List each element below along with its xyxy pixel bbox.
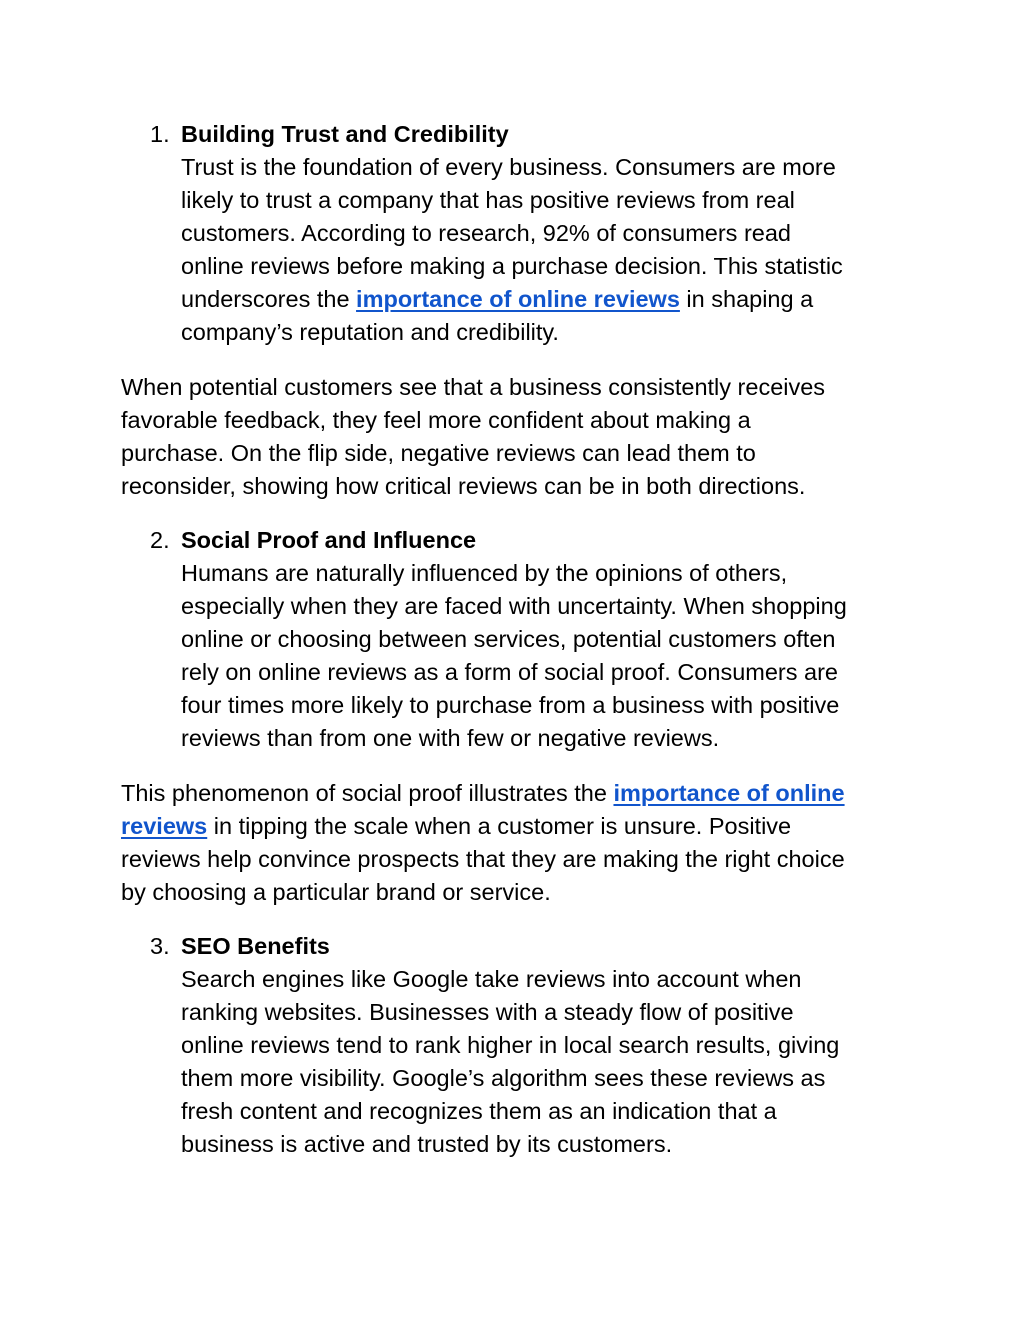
list-number: 3. — [150, 933, 170, 959]
text-segment: underscores the — [181, 286, 357, 312]
text-line: reviews help convince prospects that they are making the right choice — [121, 846, 845, 872]
text-line — [181, 283, 921, 316]
text-line: four times more likely to purchase from a business with positive — [181, 692, 840, 718]
text-line: company’s reputation and credibility. — [181, 319, 559, 345]
text-line: reconsider, showing how critical reviews can be in both directions. — [121, 473, 806, 499]
text-line: online reviews before making a purchase decision. This statistic — [181, 253, 843, 279]
text-segment: in shaping a — [679, 286, 814, 312]
text-line: rely on online reviews as a form of social proof. Consumers are — [181, 659, 838, 685]
list-item-social-proof — [121, 524, 921, 755]
text-line: Humans are naturally influenced by the opinions of others, — [181, 560, 788, 586]
list-number: 2. — [150, 527, 170, 553]
list-number: 1. — [150, 121, 170, 147]
text-line: ranking websites. Businesses with a steady flow of positive — [181, 999, 794, 1025]
text-line: fresh content and recognizes them as an indication that a — [181, 1098, 777, 1124]
importance-of-online-reviews-link-continued[interactable]: reviews — [121, 813, 208, 839]
list-item-building-trust — [121, 118, 921, 349]
paragraph-social-proof — [121, 777, 921, 909]
text-line: reviews than from one with few or negative reviews. — [181, 725, 720, 751]
text-line: business is active and trusted by its customers. — [181, 1131, 673, 1157]
text-line — [121, 810, 921, 843]
text-line: online or choosing between services, potential customers often — [181, 626, 836, 652]
text-line: When potential customers see that a business consistently receives — [121, 374, 826, 400]
importance-of-online-reviews-link[interactable]: importance of online — [613, 780, 845, 806]
importance-of-online-reviews-link[interactable]: importance of online reviews — [356, 286, 680, 312]
list-item-body — [181, 524, 921, 755]
text-segment: This phenomenon of social proof illustrates the — [121, 780, 614, 806]
section-heading: SEO Benefits — [181, 933, 330, 959]
text-line: purchase. On the flip side, negative reviews can lead them to — [121, 440, 756, 466]
text-segment: in tipping the scale when a customer is unsure. Positive — [207, 813, 792, 839]
list-item-body — [181, 118, 921, 349]
text-line — [121, 777, 921, 810]
paragraph-trust-feedback — [121, 371, 921, 503]
text-line: favorable feedback, they feel more confident about making a — [121, 407, 751, 433]
text-line: Trust is the foundation of every business. Consumers are more — [181, 154, 836, 180]
text-line: especially when they are faced with uncertainty. When shopping — [181, 593, 847, 619]
list-item-body — [181, 930, 921, 1161]
text-line: customers. According to research, 92% of consumers read — [181, 220, 791, 246]
text-line: likely to trust a company that has positive reviews from real — [181, 187, 795, 213]
text-line: by choosing a particular brand or service. — [121, 879, 551, 905]
list-item-seo-benefits — [121, 930, 921, 1161]
text-line: them more visibility. Google’s algorithm sees these reviews as — [181, 1065, 826, 1091]
text-line: online reviews tend to rank higher in local search results, giving — [181, 1032, 840, 1058]
section-heading: Social Proof and Influence — [181, 527, 477, 553]
section-heading: Building Trust and Credibility — [181, 121, 509, 147]
text-line: Search engines like Google take reviews into account when — [181, 966, 802, 992]
